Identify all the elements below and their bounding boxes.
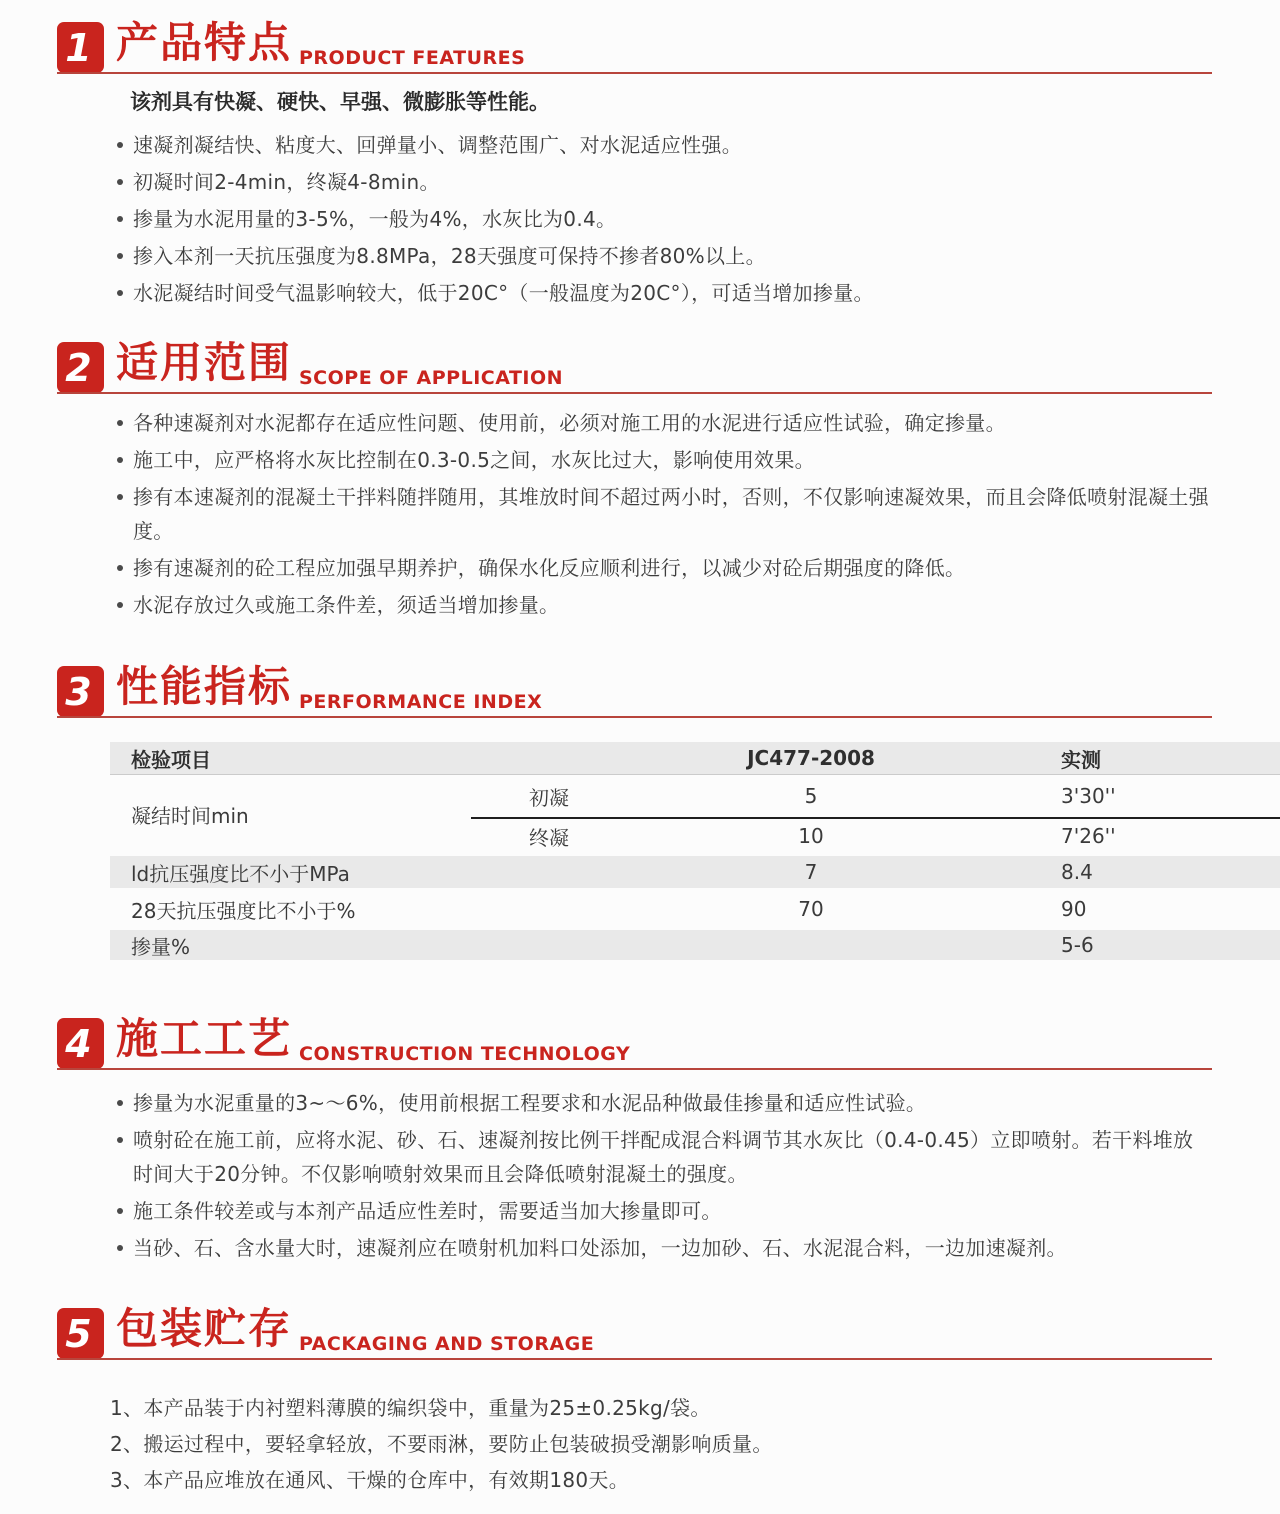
section-3-title-en: PERFORMANCE INDEX (299, 691, 543, 713)
bullet-item (117, 1086, 1212, 1120)
section-5-number: 5 (65, 1311, 92, 1356)
bullet-icon (117, 179, 123, 185)
cell-dosage-measured: 5-6 (966, 927, 1280, 963)
section-4-title-en: CONSTRUCTION TECHNOLOGY (299, 1043, 631, 1065)
section-5-title-zh: 包装贮存 (116, 1304, 293, 1353)
table-row-dosage (110, 927, 1280, 963)
section-4-number: 4 (65, 1021, 92, 1066)
bullet-icon (117, 290, 123, 296)
cell-initial-measured: 3'30'' (1061, 784, 1116, 808)
table-row-28d-strength (110, 891, 1280, 927)
section-2-number: 2 (65, 345, 92, 390)
section-3-number-badge (57, 666, 104, 717)
section-4-header (57, 1014, 1212, 1070)
cell-final-standard: 10 (656, 817, 966, 853)
bullet-text: 掺有本速凝剂的混凝土干拌料随拌随用，其堆放时间不超过两小时，否则，不仅影响速凝效果，而且会降低喷射混凝土强度。 (133, 485, 1209, 543)
bullet-item (117, 1123, 1212, 1191)
section-product-features (57, 18, 1212, 310)
bullet-text: 各种速凝剂对水泥都存在适应性问题、使用前，必须对施工用的水泥进行适应性试验，确定掺量。 (133, 411, 1006, 435)
section-1-title-zh: 产品特点 (116, 18, 293, 67)
bullet-item (117, 551, 1212, 585)
section-5-title-en: PACKAGING AND STORAGE (299, 1333, 595, 1355)
bullet-item (117, 588, 1212, 622)
section-packaging-and-storage (57, 1304, 1212, 1498)
section-2-number-badge (57, 342, 104, 393)
cell-final-measured: 7'26'' (966, 817, 1280, 853)
section-performance-index (57, 662, 1212, 963)
section-3-number: 3 (65, 669, 92, 714)
bullet-item (117, 202, 1212, 236)
bullet-item (117, 443, 1212, 477)
bullet-icon (117, 1208, 123, 1214)
section-3-underline (57, 716, 1212, 718)
header-measured: 实测 (966, 742, 1280, 775)
bullet-icon (117, 1245, 123, 1251)
cell-final-label: 终凝 (471, 817, 656, 853)
section-1-title-en: PRODUCT FEATURES (299, 47, 526, 69)
cell-initial-standard: 5 (804, 784, 818, 808)
section-4-title-zh: 施工工艺 (116, 1014, 293, 1063)
bullet-text: 水泥凝结时间受气温影响较大，低于20C°（一般温度为20C°），可适当增加掺量。 (133, 281, 874, 305)
bullet-text: 掺量为水泥重量的3~～6%，使用前根据工程要求和水泥品种做最佳掺量和适应性试验。 (133, 1091, 927, 1115)
section-4-underline (57, 1068, 1212, 1070)
header-empty (471, 742, 656, 775)
cell-28d-measured: 90 (1061, 897, 1087, 921)
numbered-item: 3、本产品应堆放在通风、干燥的仓库中，有效期180天。 (110, 1468, 629, 1492)
bullet-icon (117, 1100, 123, 1106)
bullet-text: 掺量为水泥用量的3-5%，一般为4%，水灰比为0.4。 (133, 207, 617, 231)
section-5-underline (57, 1358, 1212, 1360)
section-4-bullet-list (117, 1086, 1212, 1265)
numbered-item: 1、本产品装于内衬塑料薄膜的编织袋中，重量为25±0.25kg/袋。 (110, 1396, 711, 1420)
bullet-icon (117, 457, 123, 463)
bullet-item (117, 165, 1212, 199)
table-header-row (110, 742, 1280, 775)
section-1-bullet-list (117, 128, 1212, 310)
section-5-item-list (110, 1390, 1210, 1498)
section-5-number-badge (57, 1308, 104, 1359)
bullet-icon (117, 565, 123, 571)
section-3-title-zh: 性能指标 (116, 662, 293, 711)
bullet-icon (117, 494, 123, 500)
bullet-icon (117, 420, 123, 426)
bullet-text: 喷射砼在施工前，应将水泥、砂、石、速凝剂按比例干拌配成混合料调节其水灰比（0.4-0.45）立即喷射。若干料堆放时间大于20分钟。不仅影响喷射效果而且会降低喷射混凝土的强度。 (133, 1128, 1194, 1186)
bullet-text: 速凝剂凝结快、粘度大、回弹量小、调整范围广、对水泥适应性强。 (133, 133, 742, 157)
section-3-header (57, 662, 1212, 718)
section-2-title-en: SCOPE OF APPLICATION (299, 367, 564, 389)
cell-dosage-label: 掺量% (110, 927, 656, 963)
bullet-text: 当砂、石、含水量大时，速凝剂应在喷射机加料口处添加，一边加砂、石、水泥混合料，一边加速凝剂。 (133, 1236, 1067, 1260)
cell-28d-label: 28天抗压强度比不小于% (131, 898, 356, 923)
section-1-header (57, 18, 1212, 74)
bullet-icon (117, 602, 123, 608)
bullet-text: 初凝时间2-4min，终凝4-8min。 (133, 170, 440, 194)
header-standard: JC477-2008 (656, 742, 966, 775)
bullet-text: 掺有速凝剂的砼工程应加强早期养护，确保水化反应顺利进行，以减少对砼后期强度的降低。 (133, 556, 966, 580)
section-4-number-badge (57, 1018, 104, 1069)
bullet-text: 掺入本剂一天抗压强度为8.8MPa，28天强度可保持不掺者80%以上。 (133, 244, 766, 268)
cell-1d-label: ld抗压强度比不小于MPa (110, 853, 656, 891)
cell-dosage-standard (656, 927, 966, 963)
bullet-item (117, 1194, 1212, 1228)
bullet-text: 施工条件较差或与本剂产品适应性差时，需要适当加大掺量即可。 (133, 1199, 722, 1223)
bullet-icon (117, 253, 123, 259)
cell-1d-standard: 7 (656, 853, 966, 891)
cell-1d-measured: 8.4 (966, 853, 1280, 891)
bullet-icon (117, 142, 123, 148)
section-1-number: 1 (65, 25, 92, 70)
section-construction-technology (57, 1014, 1212, 1265)
section-2-underline (57, 392, 1212, 394)
section-5-header (57, 1304, 1212, 1360)
cell-setting-time-label: 凝结时间min (131, 803, 249, 828)
bullet-item (117, 239, 1212, 273)
performance-table (110, 742, 1280, 963)
bullet-item (117, 1231, 1212, 1265)
section-scope-of-application (57, 338, 1212, 622)
section-1-intro: 该剂具有快凝、硬快、早强、微膨胀等性能。 (130, 90, 550, 114)
numbered-item: 2、搬运过程中，要轻拿轻放，不要雨淋，要防止包装破损受潮影响质量。 (110, 1432, 773, 1456)
cell-initial-label: 初凝 (529, 785, 569, 810)
bullet-item (117, 128, 1212, 162)
bullet-text: 水泥存放过久或施工条件差，须适当增加掺量。 (133, 593, 560, 617)
section-2-header (57, 338, 1212, 394)
section-2-title-zh: 适用范围 (116, 338, 293, 387)
bullet-icon (117, 1137, 123, 1143)
header-test-item: 检验项目 (110, 742, 471, 775)
table-row-1d-strength (110, 853, 1280, 891)
bullet-item (117, 480, 1212, 548)
cell-28d-standard: 70 (798, 897, 824, 921)
bullet-item (117, 406, 1212, 440)
bullet-text: 施工中，应严格将水灰比控制在0.3-0.5之间，水灰比过大，影响使用效果。 (133, 448, 815, 472)
section-1-underline (57, 72, 1212, 74)
section-1-number-badge (57, 22, 104, 73)
bullet-icon (117, 216, 123, 222)
bullet-item (117, 276, 1212, 310)
table-row-initial-setting (110, 775, 1280, 817)
section-2-bullet-list (117, 406, 1212, 622)
